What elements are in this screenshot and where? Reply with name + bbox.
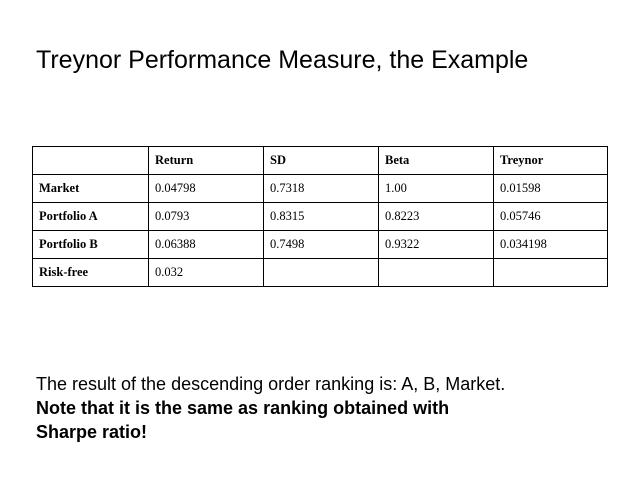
treynor-table: [32, 146, 608, 287]
table-row: [33, 175, 608, 203]
table-cell: [379, 259, 494, 287]
table-header-cell: [33, 147, 149, 175]
table-cell: 0.7498: [264, 231, 379, 259]
table-row: [33, 203, 608, 231]
table-cell: 0.8315: [264, 203, 379, 231]
table-row: [33, 231, 608, 259]
conclusion-emphasis-line: Note that it is the same as ranking obtained with: [36, 398, 450, 418]
table-header-cell: Treynor: [494, 147, 608, 175]
table-cell: 0.7318: [264, 175, 379, 203]
slide-title: Treynor Performance Measure, the Example: [36, 46, 529, 74]
table-cell: 0.01598: [494, 175, 608, 203]
table-cell: 0.0793: [149, 203, 264, 231]
table-cell: 0.032: [149, 259, 264, 287]
conclusion-line: The result of the descending order ranking is: A, B, Market.: [36, 374, 506, 394]
table-header-cell: Return: [149, 147, 264, 175]
table-header-cell: Beta: [379, 147, 494, 175]
table-cell: 0.034198: [494, 231, 608, 259]
table-row-label: Risk-free: [33, 259, 149, 287]
table-row-label: Market: [33, 175, 149, 203]
table-cell: 1.00: [379, 175, 494, 203]
table-row-label: Portfolio B: [33, 231, 149, 259]
table-cell: [494, 259, 608, 287]
table-cell: 0.8223: [379, 203, 494, 231]
table-row: [33, 259, 608, 287]
conclusion-emphasis-line: Sharpe ratio!: [36, 422, 148, 442]
table-cell: 0.05746: [494, 203, 608, 231]
table-row-label: Portfolio A: [33, 203, 149, 231]
table-header-row: [33, 147, 608, 175]
table-header-cell: SD: [264, 147, 379, 175]
table-cell: 0.9322: [379, 231, 494, 259]
table-cell: 0.06388: [149, 231, 264, 259]
table-cell: [264, 259, 379, 287]
table-cell: 0.04798: [149, 175, 264, 203]
conclusion-text: [36, 372, 505, 444]
